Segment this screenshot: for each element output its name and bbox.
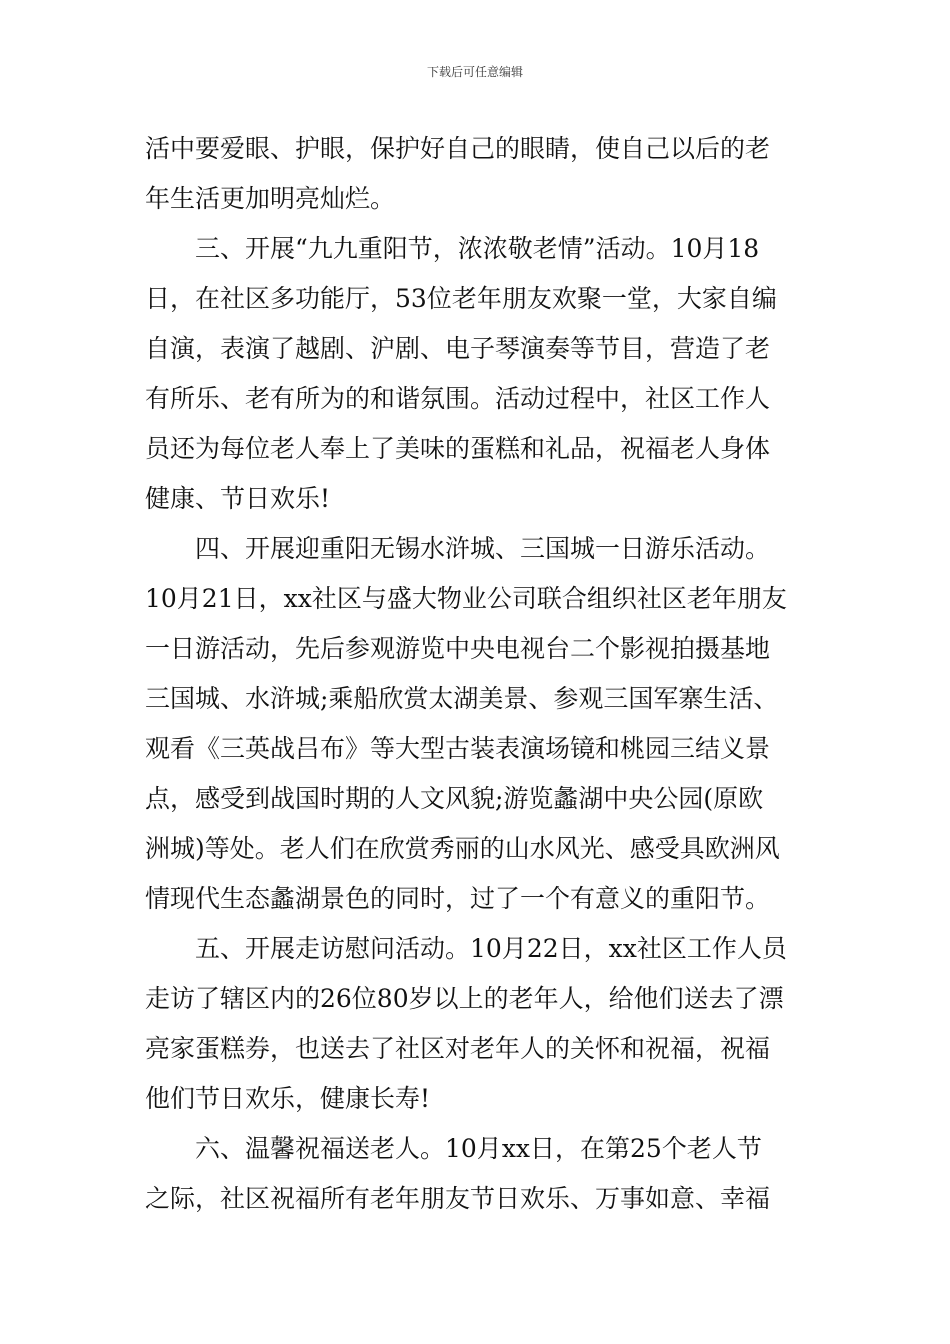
document-body — [145, 124, 810, 1224]
paragraph-first-line: 三、开展“九九重阳节，浓浓敬老情”活动。10月18 — [195, 234, 760, 263]
text-line: 员还为每位老人奉上了美味的蛋糕和礼品，祝福老人身体 — [145, 434, 771, 463]
text-line: 之际，社区祝福所有老年朋友节日欢乐、万事如意、幸福 — [145, 1184, 771, 1213]
text-line: 情现代生态蠡湖景色的同时，过了一个有意义的重阳节。 — [145, 884, 771, 913]
text-line: 观看《三英战吕布》等大型古装表演场镜和桃园三结义景 — [145, 734, 771, 763]
text-line: 他们节日欢乐，健康长寿! — [145, 1084, 431, 1113]
text-line: 有所乐、老有所为的和谐氛围。活动过程中，社区工作人 — [145, 384, 771, 413]
text-line: 洲城)等处。老人们在欣赏秀丽的山水风光、感受具欧洲风 — [145, 834, 780, 863]
text-line: 自演，表演了越剧、沪剧、电子琴演奏等节目，营造了老 — [145, 334, 771, 363]
text-line: 三国城、水浒城;乘船欣赏太湖美景、参观三国军寨生活、 — [145, 684, 779, 713]
text-line: 一日游活动，先后参观游览中央电视台二个影视拍摄基地 — [145, 634, 771, 663]
paragraph-first-line: 四、开展迎重阳无锡水浒城、三国城一日游乐活动。 — [195, 534, 771, 563]
paragraph-first-line: 五、开展走访慰问活动。10月22日，xx社区工作人员 — [195, 934, 787, 963]
text-line: 走访了辖区内的26位80岁以上的老年人，给他们送去了漂 — [145, 984, 784, 1013]
text-line: 日，在社区多功能厅，53位老年朋友欢聚一堂，大家自编 — [145, 284, 777, 313]
text-line: 年生活更加明亮灿烂。 — [145, 184, 396, 213]
text-line: 亮家蛋糕券，也送去了社区对老年人的关怀和祝福，祝福 — [145, 1034, 771, 1063]
text-line: 点，感受到战国时期的人文风貌;游览蠡湖中央公园(原欧 — [145, 784, 764, 813]
text-line: 健康、节日欢乐! — [145, 484, 331, 513]
page-header: 下载后可任意编辑 — [426, 65, 523, 79]
paragraph-first-line: 六、温馨祝福送老人。10月xx日，在第25个老人节 — [195, 1134, 762, 1163]
text-line: 活中要爱眼、护眼，保护好自己的眼睛，使自己以后的老 — [145, 134, 771, 163]
text-line: 10月21日，xx社区与盛大物业公司联合组织社区老年朋友 — [145, 584, 787, 613]
